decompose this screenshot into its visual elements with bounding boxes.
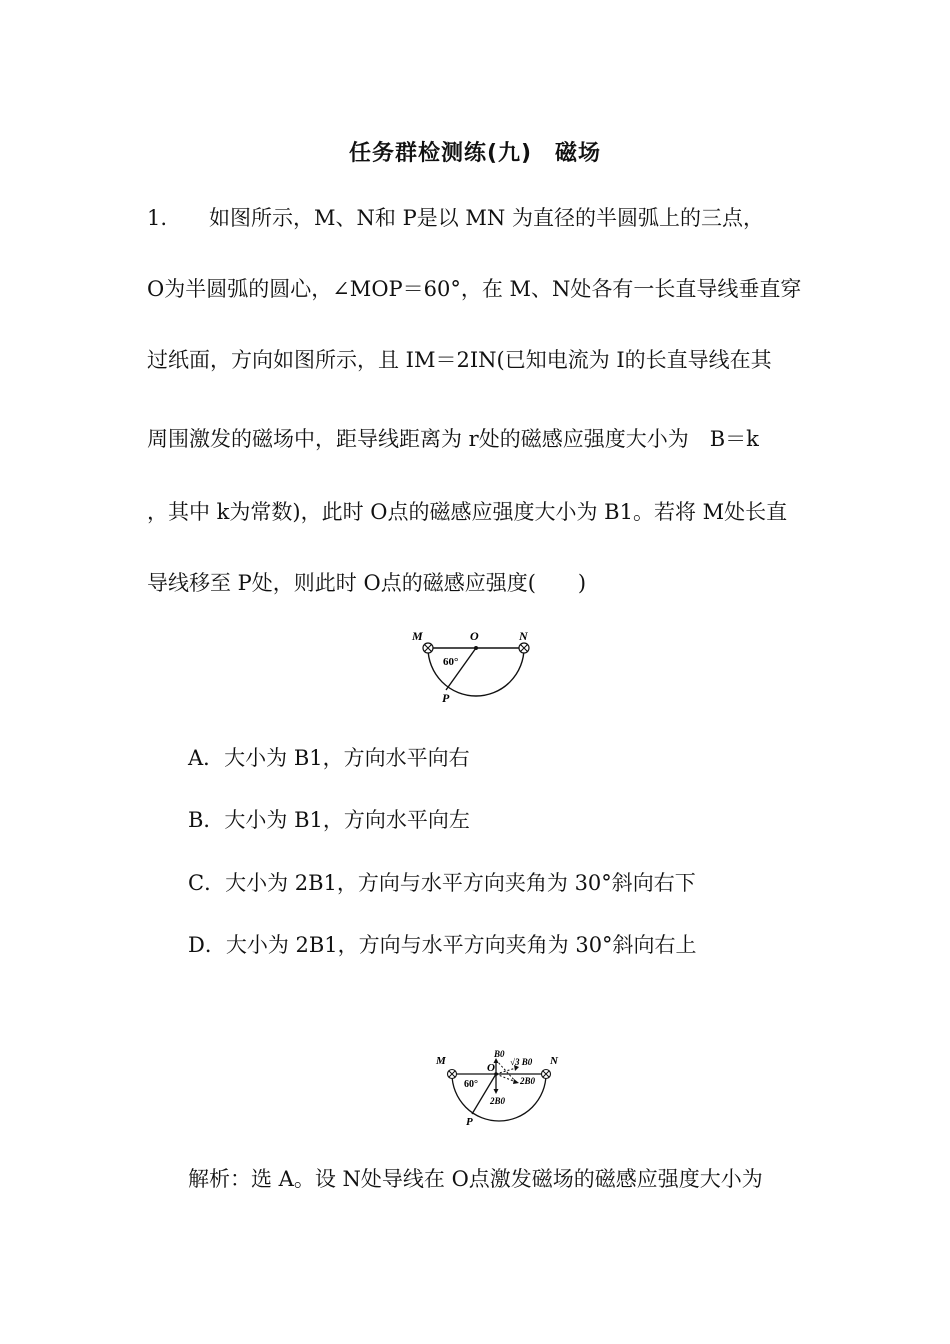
option-b: B．大小为 B1，方向水平向左	[188, 808, 470, 832]
analysis-text: 解析：选 A。设 N处导线在 O点激发磁场的磁感应强度大小为	[188, 1167, 763, 1191]
label-sqrt3b0: √3 B0	[510, 1057, 533, 1067]
question-line-4: 周围激发的磁场中，距导线距离为 r处的磁感应强度大小为 B＝k	[147, 427, 759, 451]
label-n2: N	[550, 1055, 558, 1067]
option-c: C．大小为 2B1，方向与水平方向夹角为 30°斜向右下	[188, 871, 696, 895]
label-b0: B0	[494, 1049, 505, 1059]
option-a: A．大小为 B1，方向水平向右	[188, 746, 470, 770]
page-title: 任务群检测练(九) 磁场	[348, 141, 602, 166]
figure-2-vector-analysis	[430, 1046, 570, 1128]
label-2b0-right: 2B0	[520, 1076, 536, 1086]
question-line-2: O为半圆弧的圆心，∠MOP＝60°，在 M、N处各有一长直导线垂直穿	[147, 277, 802, 301]
question-line-6: 导线移至 P处，则此时 O点的磁感应强度( )	[147, 571, 587, 595]
label-n: N	[519, 629, 528, 643]
label-p: P	[442, 691, 450, 705]
label-o2: O	[487, 1062, 495, 1074]
option-d: D．大小为 2B1，方向与水平方向夹角为 30°斜向右上	[188, 933, 697, 957]
question-line-3: 过纸面，方向如图所示，且 IM＝2IN(已知电流为 I的长直导线在其	[147, 348, 772, 372]
vector-sqrt3b0-arrow-icon	[496, 1068, 516, 1074]
label-angle: 60°	[443, 656, 459, 668]
label-p2: P	[466, 1116, 473, 1128]
label-m: M	[412, 629, 423, 643]
question-line-5: ，其中 k为常数)，此时 O点的磁感应强度大小为 B1。若将 M处长直	[147, 500, 788, 524]
question-line-1: 1. 如图所示，M、N和 P是以 MN 为直径的半圆弧上的三点，	[147, 206, 764, 230]
label-2b0-down: 2B0	[490, 1096, 506, 1106]
label-o: O	[470, 629, 479, 643]
label-angle2: 60°	[464, 1079, 478, 1090]
figure-1-semicircle	[400, 624, 550, 706]
label-m2: M	[436, 1055, 446, 1067]
